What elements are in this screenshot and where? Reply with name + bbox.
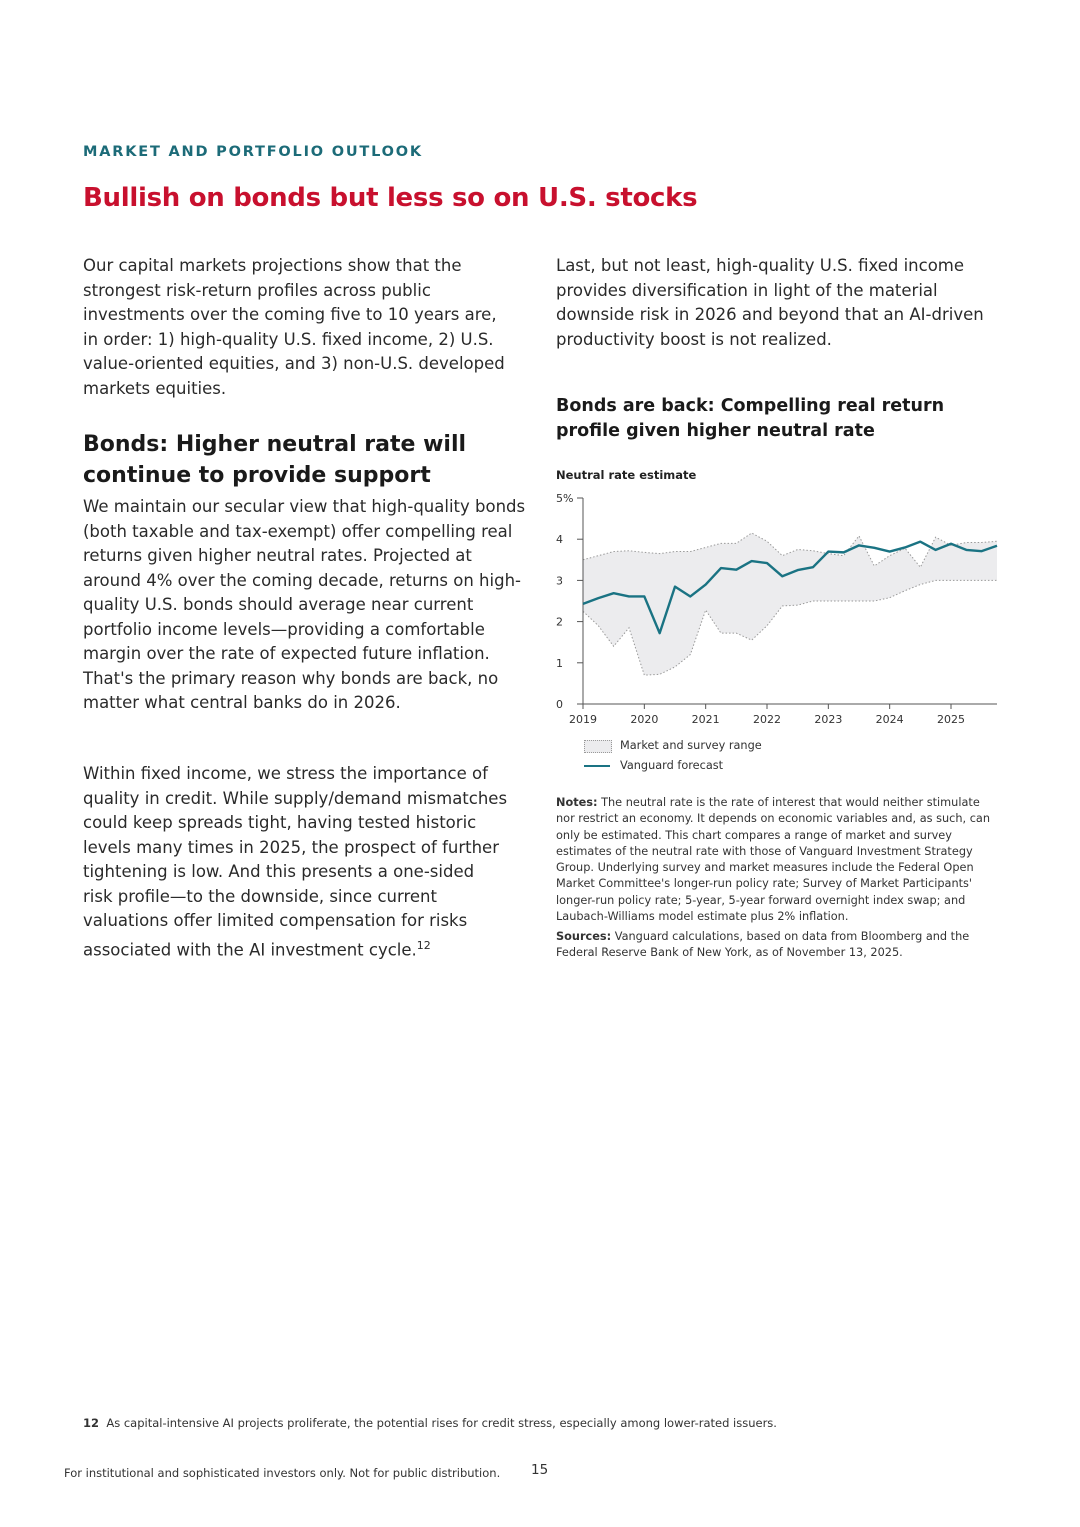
page-title: Bullish on bonds but less so on U.S. stocks: [83, 183, 698, 213]
sources-text: Vanguard calculations, based on data from Bloomberg and the Federal Reserve Bank of New York, as of November 13, 2025.: [556, 930, 970, 960]
footnote-ref[interactable]: 12: [416, 938, 431, 952]
footer-disclaimer: For institutional and sophisticated investors only. Not for public distribution.: [64, 1466, 501, 1480]
footnote-text: As capital-intensive AI projects proliferate, the potential rises for credit stress, especially among lower-rated issuers.: [106, 1416, 777, 1430]
section-heading-bonds: Bonds: Higher neutral rate will continue to provide support: [83, 432, 467, 488]
legend-label-forecast: Vanguard forecast: [620, 759, 724, 772]
intro-paragraph: Our capital markets projections show that the strongest risk-return profiles across public investments over the coming five to 10 years are, in order: 1) high-quality U.S. fixed income, 2) U.S. value-oriented equities, and 3) non-U.S. developed markets equities.: [83, 256, 505, 398]
legend-swatch-range: [584, 740, 612, 753]
x-tick-label: 2025: [937, 713, 965, 726]
notes-text: The neutral rate is the rate of interest that would neither stimulate nor restrict an economy. It depends on economic variables and, as such, can only be estimated. This chart compares a range of market and survey estimates of the neutral rate with those of Vanguard Investment Strategy Group. Underlying survey and market measures include the Federal Open Market Committee's longer-run policy rate; Survey of Market Participants' longer-run policy rate; 5-year, 5-year forward overnight index swap; and Laubach-Williams model estimate plus 2% inflation.: [556, 796, 990, 924]
sources-label: Sources:: [556, 930, 612, 943]
x-tick-label: 2020: [630, 713, 659, 726]
legend-label-range: Market and survey range: [620, 739, 762, 752]
notes-label: Notes:: [556, 796, 598, 809]
chart-notes: [556, 795, 1001, 925]
diversification-paragraph: Last, but not least, high-quality U.S. fixed income provides diversification in light of the material downside risk in 2026 and beyond that an AI-driven productivity boost is not realized.: [556, 256, 984, 349]
range-area: [583, 533, 997, 675]
section-kicker: MARKET AND PORTFOLIO OUTLOOK: [83, 144, 423, 160]
chart-title: Neutral rate estimate: [556, 468, 697, 482]
y-tick-label: 5%: [556, 492, 574, 505]
y-tick-label: 3: [556, 574, 563, 588]
legend-swatch-forecast: [584, 765, 610, 767]
x-tick-label: 2021: [691, 713, 720, 726]
footnote-number: 12: [83, 1416, 100, 1430]
credit-paragraph-text: Within fixed income, we stress the importance of quality in credit. While supply/demand mismatches could keep spreads tight, having tested historic levels many times in 2025, the prospect of further tightening is low. And this presents a one-sided risk profile—to the downside, since current valuations offer limited compensation for risks associated with the AI investment cycle.: [83, 764, 508, 959]
x-tick-label: 2024: [875, 713, 904, 726]
chart-sources: [556, 929, 986, 962]
footnote: [83, 1415, 777, 1431]
page-number: 15: [531, 1462, 549, 1478]
x-tick-label: 2022: [753, 713, 781, 726]
credit-paragraph: [83, 762, 508, 963]
y-tick-label: 4: [556, 533, 563, 547]
y-tick-label: 1: [556, 656, 563, 670]
x-tick-label: 2019: [569, 713, 597, 726]
bonds-paragraph: We maintain our secular view that high-quality bonds (both taxable and tax-exempt) offer compelling real returns given higher neutral rates. Projected at around 4% over the coming decade, returns on high-quality U.S. bonds should average near current portfolio income levels—providing a comfortable margin over the rate of expected future inflation. That's the primary reason why bonds are back, no matter what central banks do in 2026.: [83, 497, 526, 712]
y-tick-label: 0: [556, 698, 563, 711]
neutral-rate-chart: [550, 488, 1010, 733]
x-tick-label: 2023: [814, 713, 843, 726]
y-tick-label: 2: [556, 615, 563, 629]
chart-heading: Bonds are back: Compelling real return profile given higher neutral rate: [556, 396, 945, 441]
